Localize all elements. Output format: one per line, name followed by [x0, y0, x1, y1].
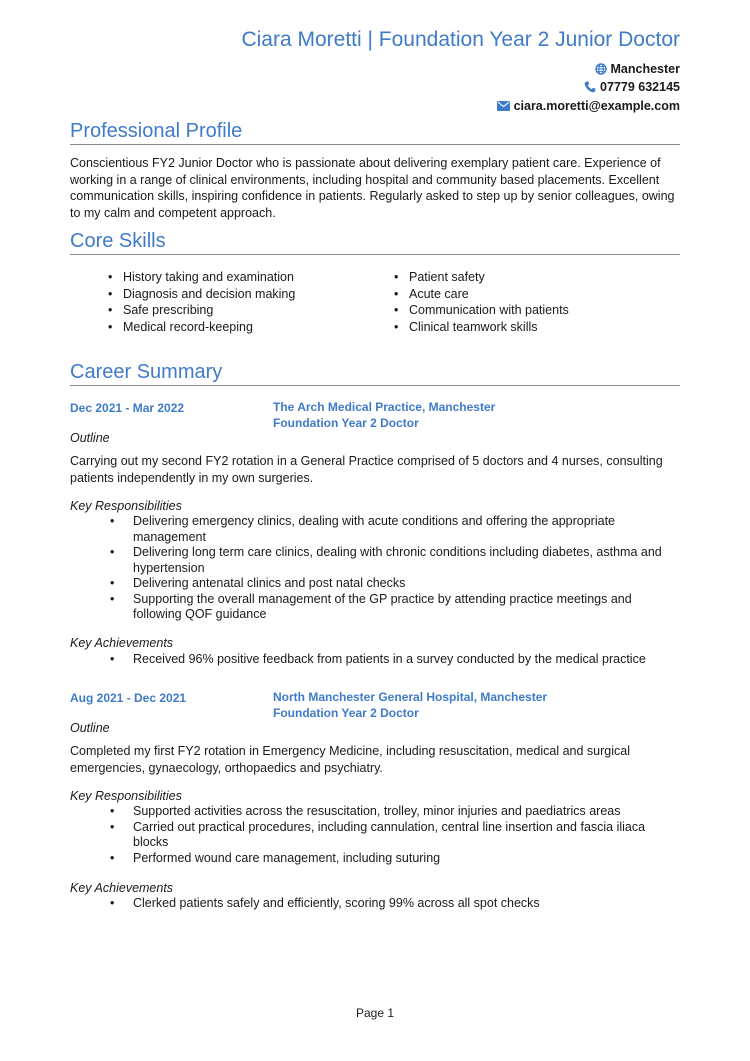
page-number: Page 1 — [355, 1006, 395, 1020]
skill-item: • Safe prescribing — [108, 302, 394, 319]
skill-item: • Diagnosis and decision making — [108, 286, 394, 303]
job-outline: Carrying out my second FY2 rotation in a General Practice comprised of 5 doctors and 4 nurses, consulting patients independently in my own surgeries. — [70, 454, 663, 485]
skill-item: • Patient safety — [394, 269, 680, 286]
contact-location — [595, 62, 680, 76]
skills-list — [108, 269, 680, 335]
skill-item: • Medical record-keeping — [108, 319, 394, 336]
list-item: • Carried out practical procedures, including cannulation, central line insertion and fascia iliaca blocks — [108, 820, 680, 851]
job-employer — [273, 690, 547, 721]
phone-text: 07779 632145 — [600, 80, 680, 94]
job-date: Aug 2021 - Dec 2021 — [70, 691, 187, 705]
skill-item: • Communication with patients — [394, 302, 680, 319]
achievements-label: Key Achievements — [70, 881, 174, 895]
outline-label: Outline — [70, 431, 110, 445]
list-item: • Delivering emergency clinics, dealing with acute conditions and offering the appropriate management — [108, 514, 680, 545]
achievements-list — [108, 896, 680, 912]
skills-heading: Core Skills — [70, 229, 680, 255]
career-heading: Career Summary — [70, 360, 680, 386]
list-item: • Delivering long term care clinics, dealing with chronic conditions including diabetes, asthma and hypertension — [108, 545, 680, 576]
responsibilities-list — [108, 514, 680, 623]
achievements-list — [108, 652, 680, 668]
contact-email — [497, 99, 680, 113]
email-text[interactable]: ciara.moretti@example.com — [513, 99, 680, 113]
skills-column-right — [394, 269, 680, 335]
achievements-label: Key Achievements — [70, 636, 174, 650]
list-item: • Supporting the overall management of the GP practice by attending practice meetings and following QOF guidance — [108, 592, 680, 623]
phone-icon — [584, 81, 596, 93]
job-role: Foundation Year 2 Doctor — [273, 415, 419, 430]
job-role: Foundation Year 2 Doctor — [273, 705, 419, 720]
job-employer — [273, 400, 495, 431]
profile-heading: Professional Profile — [70, 119, 680, 145]
skill-item: • Clinical teamwork skills — [394, 319, 680, 336]
list-item: • Supported activities across the resuscitation, trolley, minor injuries and paediatrics areas — [108, 804, 680, 820]
job-employer-name: North Manchester General Hospital, Manchester — [273, 690, 548, 704]
skill-item: • History taking and examination — [108, 269, 394, 286]
globe-icon — [595, 63, 607, 75]
outline-label: Outline — [70, 721, 110, 735]
resume-name-title: Ciara Moretti | Foundation Year 2 Junior Doctor — [241, 28, 680, 51]
job-date: Dec 2021 - Mar 2022 — [70, 401, 185, 415]
resume-page — [70, 0, 680, 1061]
skills-column-left — [108, 269, 394, 335]
location-text: Manchester — [610, 62, 680, 76]
envelope-icon — [497, 101, 510, 111]
job-outline: Completed my first FY2 rotation in Emergency Medicine, including resuscitation, medical and surgical emergencies, gynaecology, orthopaedics and psychiatry. — [70, 744, 630, 775]
job-employer-name: The Arch Medical Practice, Manchester — [273, 400, 496, 414]
list-item: • Received 96% positive feedback from patients in a survey conducted by the medical practice — [108, 652, 680, 668]
list-item: • Clerked patients safely and efficiently, scoring 99% across all spot checks — [108, 896, 680, 912]
responsibilities-list — [108, 804, 680, 866]
list-item: • Performed wound care management, including suturing — [108, 851, 680, 867]
responsibilities-label: Key Responsibilities — [70, 789, 182, 803]
profile-text: Conscientious FY2 Junior Doctor who is passionate about delivering exemplary patient care. Experience of working in a range of clinical environments, including hospital and community based placements. Excellent communication skills, inspiring confidence in patients. Regularly asked to step up by senior colleagues, owing to my calm and competent approach. — [70, 156, 675, 220]
list-item: • Delivering antenatal clinics and post natal checks — [108, 576, 680, 592]
skill-item: • Acute care — [394, 286, 680, 303]
contact-phone — [584, 80, 680, 94]
responsibilities-label: Key Responsibilities — [70, 499, 182, 513]
